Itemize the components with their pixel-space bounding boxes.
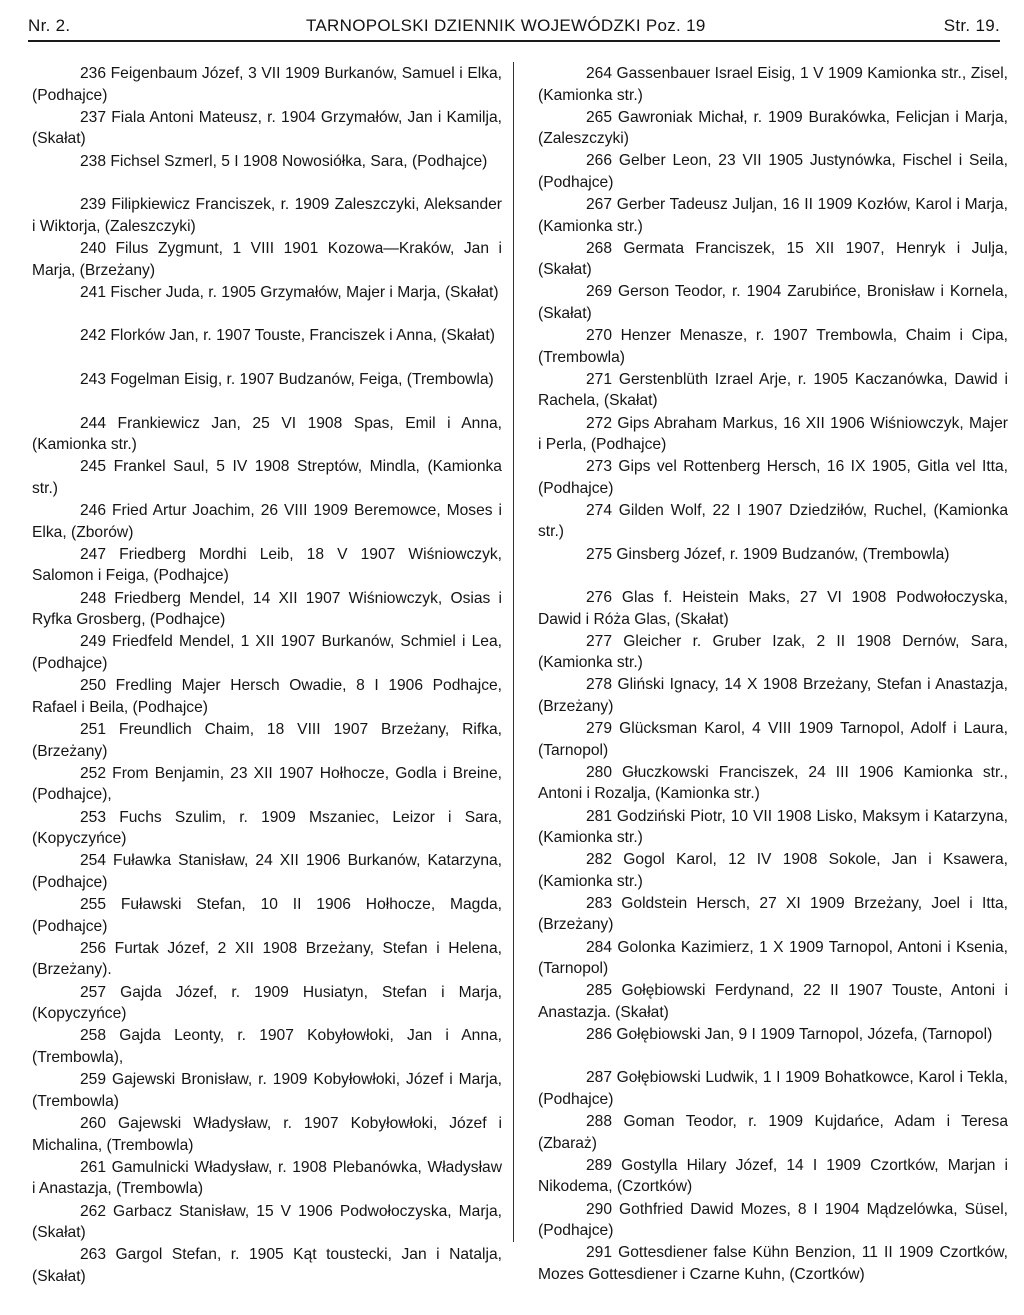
list-entry: 261 Gamulnicki Władysław, r. 1908 Plebanówka, Władysław i Anastazja, (Trembowla): [32, 1158, 502, 1198]
list-entry: 286 Gołębiowski Jan, 9 I 1909 Tarnopol, Józefa, (Tarnopol): [586, 1025, 993, 1043]
list-entry: 242 Florków Jan, r. 1907 Touste, Franciszek i Anna, (Skałat): [80, 327, 495, 345]
list-entry: 284 Golonka Kazimierz, 1 X 1909 Tarnopol, Antoni i Ksenia, (Tarnopol): [538, 938, 1008, 978]
list-entry: 275 Ginsberg Józef, r. 1909 Budzanów, (Trembowla): [586, 545, 950, 563]
list-entry: 285 Gołębiowski Ferdynand, 22 II 1907 Touste, Antoni i Anastazja. (Skałat): [538, 982, 1008, 1021]
list-entry: 241 Fischer Juda, r. 1905 Grzymałów, Majer i Marja, (Skałat): [80, 283, 499, 301]
list-entry: 237 Fiala Antoni Mateusz, r. 1904 Grzymałów, Jan i Kamilja, (Skałat): [32, 108, 502, 148]
list-entry: 236 Feigenbaum Józef, 3 VII 1909 Burkanów, Samuel i Elka, (Podhajce): [32, 65, 502, 104]
list-entry: 274 Gilden Wolf, 22 I 1907 Dziedziłów, Ruchel, (Kamionka str.): [538, 501, 1008, 541]
list-entry: 260 Gajewski Władysław, r. 1907 Kobyłowłoki, Józef i Michalina, (Trembowla): [32, 1115, 502, 1154]
list-entry: 238 Fichsel Szmerl, 5 I 1908 Nowosiółka, Sara, (Podhajce): [80, 152, 488, 170]
list-entry: 288 Goman Teodor, r. 1909 Kujdańce, Adam i Teresa (Zbaraż): [538, 1113, 1008, 1152]
list-entry: 251 Freundlich Chaim, 18 VIII 1907 Brzeżany, Rifka, (Brzeżany): [32, 720, 502, 760]
list-entry: 255 Fuławski Stefan, 10 II 1906 Hołhocze, Magda, (Podhajce): [32, 896, 502, 935]
list-entry: 273 Gips vel Rottenberg Hersch, 16 IX 1905, Gitla vel Itta, (Podhajce): [538, 458, 1008, 497]
list-entry: 277 Gleicher r. Gruber Izak, 2 II 1908 Dernów, Sara, (Kamionka str.): [538, 632, 1008, 672]
list-entry: 252 From Benjamin, 23 XII 1907 Hołhocze, Godla i Breine, (Podhajce),: [32, 764, 502, 804]
list-entry: 259 Gajewski Bronisław, r. 1909 Kobyłowłoki, Józef i Marja, (Trembowla): [32, 1071, 502, 1110]
list-entry: 253 Fuchs Szulim, r. 1909 Mszaniec, Leizor i Sara, (Kopyczyńce): [32, 808, 502, 848]
list-entry: 257 Gajda Józef, r. 1909 Husiatyn, Stefan i Marja, (Kopyczyńce): [32, 983, 502, 1023]
left-column: [32, 63, 502, 1288]
journal-title: TARNOPOLSKI DZIENNIK WOJEWÓDZKI Poz. 19: [306, 16, 706, 35]
list-entry: 283 Goldstein Hersch, 27 XI 1909 Brzeżany, Joel i Itta, (Brzeżany): [538, 894, 1008, 934]
list-entry: 278 Gliński Ignacy, 14 X 1908 Brzeżany, Stefan i Anastazja, (Brzeżany): [538, 676, 1008, 716]
list-entry: 268 Germata Franciszek, 15 XII 1907, Henryk i Julja, (Skałat): [538, 239, 1008, 279]
list-entry: 258 Gajda Leonty, r. 1907 Kobyłowłoki, Jan i Anna, (Trembowla),: [32, 1027, 502, 1067]
list-entry: 289 Gostylla Hilary Józef, 14 I 1909 Czortków, Marjan i Nikodema, (Czortków): [538, 1156, 1008, 1196]
list-entry: 287 Gołębiowski Ludwik, 1 I 1909 Bohatkowce, Karol i Tekla, (Podhajce): [538, 1069, 1008, 1109]
list-entry: 245 Frankel Saul, 5 IV 1908 Streptów, Mindla, (Kamionka str.): [32, 458, 502, 497]
header-rule: [28, 40, 1000, 42]
list-entry: 249 Friedfeld Mendel, 1 XII 1907 Burkanów, Schmiel i Lea, (Podhajce): [32, 633, 502, 672]
list-entry: 272 Gips Abraham Markus, 16 XII 1906 Wiśniowczyk, Majer i Perla, (Podhajce): [538, 414, 1008, 454]
list-entry: 246 Fried Artur Joachim, 26 VIII 1909 Beremowce, Moses i Elka, (Zborów): [32, 502, 502, 541]
list-entry: 247 Friedberg Mordhi Leib, 18 V 1907 Wiśniowczyk, Salomon i Feiga, (Podhajce): [32, 545, 502, 585]
list-entry: 280 Głuczkowski Franciszek, 24 III 1906 Kamionka str., Antoni i Rozalja, (Kamionka str.): [538, 763, 1008, 803]
list-entry: 264 Gassenbauer Israel Eisig, 1 V 1909 Kamionka str., Zisel, (Kamionka str.): [538, 65, 1008, 104]
list-entry: 270 Henzer Menasze, r. 1907 Trembowla, Chaim i Cipa, (Trembowla): [538, 327, 1008, 366]
list-entry: 266 Gelber Leon, 23 VII 1905 Justynówka, Fischel i Seila, (Podhajce): [538, 152, 1008, 191]
list-entry: 269 Gerson Teodor, r. 1904 Zarubińce, Bronisław i Kornela, (Skałat): [538, 283, 1008, 323]
list-entry: 256 Furtak Józef, 2 XII 1908 Brzeżany, Stefan i Helena, (Brzeżany).: [32, 939, 502, 979]
page-header: [28, 16, 1000, 42]
list-entry: 290 Gothfried Dawid Mozes, 8 I 1904 Mądzelówka, Süsel, (Podhajce): [538, 1200, 1008, 1240]
list-entry: 267 Gerber Tadeusz Juljan, 16 II 1909 Kozłów, Karol i Marja, (Kamionka str.): [538, 196, 1008, 235]
list-entry: 271 Gerstenblüth Izrael Arje, r. 1905 Kaczanówka, Dawid i Rachela, (Skałat): [538, 370, 1008, 410]
list-entry: 282 Gogol Karol, 12 IV 1908 Sokole, Jan i Ksawera, (Kamionka str.): [538, 851, 1008, 890]
list-entry: 265 Gawroniak Michał, r. 1909 Burakówka, Felicjan i Marja, (Zaleszczyki): [538, 108, 1008, 148]
issue-number: Nr. 2.: [28, 16, 71, 35]
list-entry: 250 Fredling Majer Hersch Owadie, 8 I 1906 Podhajce, Rafael i Beila, (Podhajce): [32, 677, 502, 716]
list-entry: 276 Glas f. Heistein Maks, 27 VI 1908 Podwołoczyska, Dawid i Róża Glas, (Skałat): [538, 589, 1008, 628]
list-entry: 281 Godziński Piotr, 10 VII 1908 Lisko, Maksym i Katarzyna, (Kamionka str.): [538, 807, 1008, 847]
list-entry: 254 Fuławka Stanisław, 24 XII 1906 Burkanów, Katarzyna, (Podhajce): [32, 852, 502, 891]
page-number: Str. 19.: [943, 16, 1000, 35]
column-divider: [513, 62, 514, 1242]
list-entry: 291 Gottesdiener false Kühn Benzion, 11 II 1909 Czortków, Mozes Gottesdiener i Czarne Kuhn, (Czortków): [538, 1244, 1008, 1283]
right-column: [538, 63, 1008, 1286]
list-entry: 279 Glücksman Karol, 4 VIII 1909 Tarnopol, Adolf i Laura, (Tarnopol): [538, 720, 1008, 759]
list-entry: 262 Garbacz Stanisław, 15 V 1906 Podwołoczyska, Marja, (Skałat): [32, 1202, 502, 1242]
list-entry: 243 Fogelman Eisig, r. 1907 Budzanów, Feiga, (Trembowla): [80, 370, 494, 388]
list-entry: 248 Friedberg Mendel, 14 XII 1907 Wiśniowczyk, Osias i Ryfka Grosberg, (Podhajce): [32, 589, 502, 629]
list-entry: 263 Gargol Stefan, r. 1905 Kąt toustecki, Jan i Natalja, (Skałat): [32, 1246, 502, 1285]
list-entry: 239 Filipkiewicz Franciszek, r. 1909 Zaleszczyki, Aleksander i Wiktorja, (Zaleszczyki): [32, 196, 502, 235]
list-entry: 244 Frankiewicz Jan, 25 VI 1908 Spas, Emil i Anna, (Kamionka str.): [32, 414, 502, 454]
list-entry: 240 Filus Zygmunt, 1 VIII 1901 Kozowa—Kraków, Jan i Marja, (Brzeżany): [32, 239, 502, 279]
